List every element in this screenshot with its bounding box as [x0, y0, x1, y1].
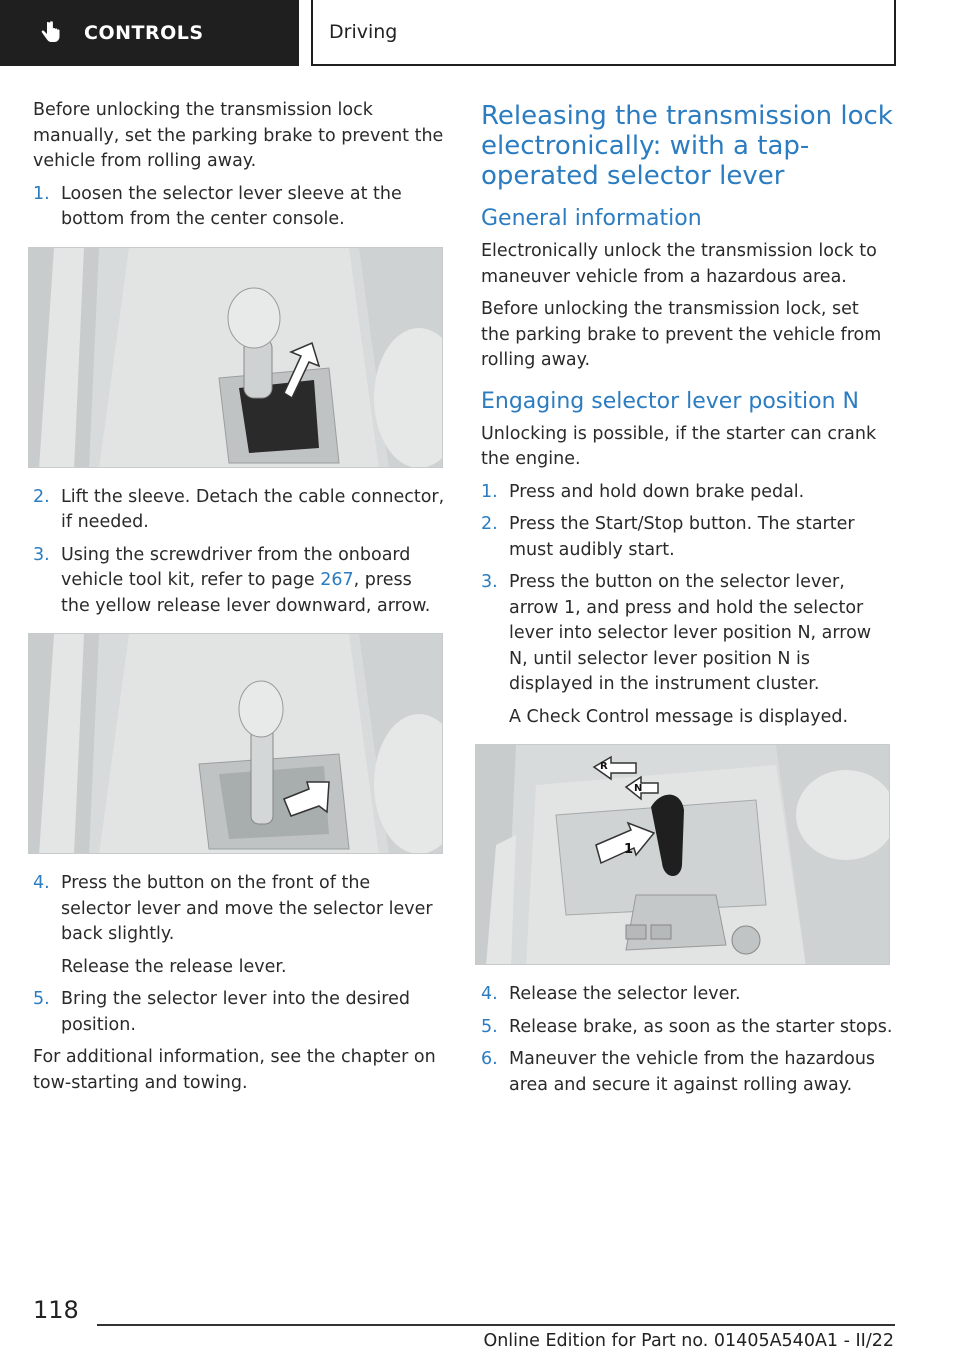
- step-item: [481, 512, 893, 563]
- step-item: [481, 570, 893, 698]
- page-reference-link[interactable]: 267: [320, 570, 354, 590]
- step-number: 6.: [481, 1049, 498, 1069]
- step-text: Release the selector lever.: [509, 984, 741, 1004]
- step-number: 5.: [481, 1016, 498, 1037]
- figure-label-n: N: [634, 783, 643, 794]
- step-text: Using the screwdriver from the onboard vehicle tool kit, refer to page 267, press the yellow release lever downward, arrow.: [61, 544, 431, 616]
- figure-label-1: 1: [624, 842, 634, 857]
- section-label: CONTROLS: [84, 22, 204, 44]
- section-title: Releasing the transmission lock electronically: with a tap-operated selector lever: [481, 101, 893, 191]
- step-number: 4.: [481, 984, 498, 1004]
- footer-divider: [97, 1324, 895, 1326]
- step-item: [33, 485, 445, 536]
- left-column: [33, 98, 445, 1103]
- right-column: [481, 101, 893, 1105]
- step-item: [33, 871, 445, 948]
- step-text: Press the Start/Stop button. The starter must audibly start.: [509, 514, 855, 560]
- chapter-label: Driving: [329, 21, 398, 43]
- step-item: [481, 982, 893, 1008]
- step-number: 3.: [481, 572, 498, 592]
- page-number: 118: [33, 1296, 79, 1324]
- step-text: Lift the sleeve. Detach the cable connector, if needed.: [61, 486, 445, 532]
- intro-paragraph: Before unlocking the transmission lock manually, set the parking brake to prevent the vehicle from rolling away.: [33, 100, 444, 171]
- section-tab: [0, 0, 299, 66]
- step-item: [481, 1015, 893, 1041]
- step-item: [33, 543, 445, 620]
- figure-release-lever: [28, 633, 443, 854]
- chapter-tab: [311, 0, 896, 66]
- subheading-engage: Engaging selector lever position N: [481, 388, 859, 414]
- step-item: [33, 987, 445, 1038]
- step-text: Press the button on the front of the selector lever and move the selector lever back slightly.: [61, 873, 433, 944]
- figure-tap-selector-lever: [475, 744, 890, 965]
- general-paragraph: Electronically unlock the transmission lock to maneuver vehicle from a hazardous area.: [481, 241, 877, 287]
- step-number: 4.: [33, 873, 50, 893]
- outro-paragraph: For additional information, see the chapter on tow-starting and towing.: [33, 1047, 436, 1093]
- step-number: 5.: [33, 989, 50, 1009]
- engage-paragraph: Unlocking is possible, if the starter can crank the engine.: [481, 423, 877, 469]
- step-number: 1.: [481, 481, 498, 502]
- step-number: 2.: [33, 486, 50, 507]
- step-number: 1.: [33, 183, 50, 204]
- step-text: Loosen the selector lever sleeve at the bottom from the center console.: [61, 183, 402, 229]
- step-text: Release brake, as soon as the starter stops.: [509, 1016, 893, 1037]
- step-text: Press the button on the selector lever, arrow 1, and press and hold the selector lever into selector lever position N, arrow N, until selector lever position N is displayed in the instrument cluster.: [509, 572, 872, 694]
- step-text: Press and hold down brake pedal.: [509, 481, 805, 502]
- step-number: 2.: [481, 514, 498, 534]
- hand-pointer-icon: [36, 18, 66, 48]
- step-item: [33, 182, 445, 233]
- step-number: 3.: [33, 544, 50, 565]
- step-text: Maneuver the vehicle from the hazardous area and secure it against rolling away.: [509, 1049, 876, 1095]
- subheading-general: General information: [481, 206, 702, 231]
- edition-footer: Online Edition for Part no. 01405A540A1 - II/22: [483, 1331, 894, 1351]
- step-note: A Check Control message is displayed.: [509, 706, 849, 727]
- figure-label-r: R: [600, 761, 608, 772]
- general-paragraph: Before unlocking the transmission lock, set the parking brake to prevent the vehicle from rolling away.: [481, 299, 882, 370]
- step-note: Release the release lever.: [61, 956, 287, 977]
- step-text: Bring the selector lever into the desired position.: [61, 989, 410, 1035]
- step-item: [481, 1047, 893, 1098]
- step-item: [481, 480, 893, 506]
- figure-lever-sleeve: [28, 247, 443, 468]
